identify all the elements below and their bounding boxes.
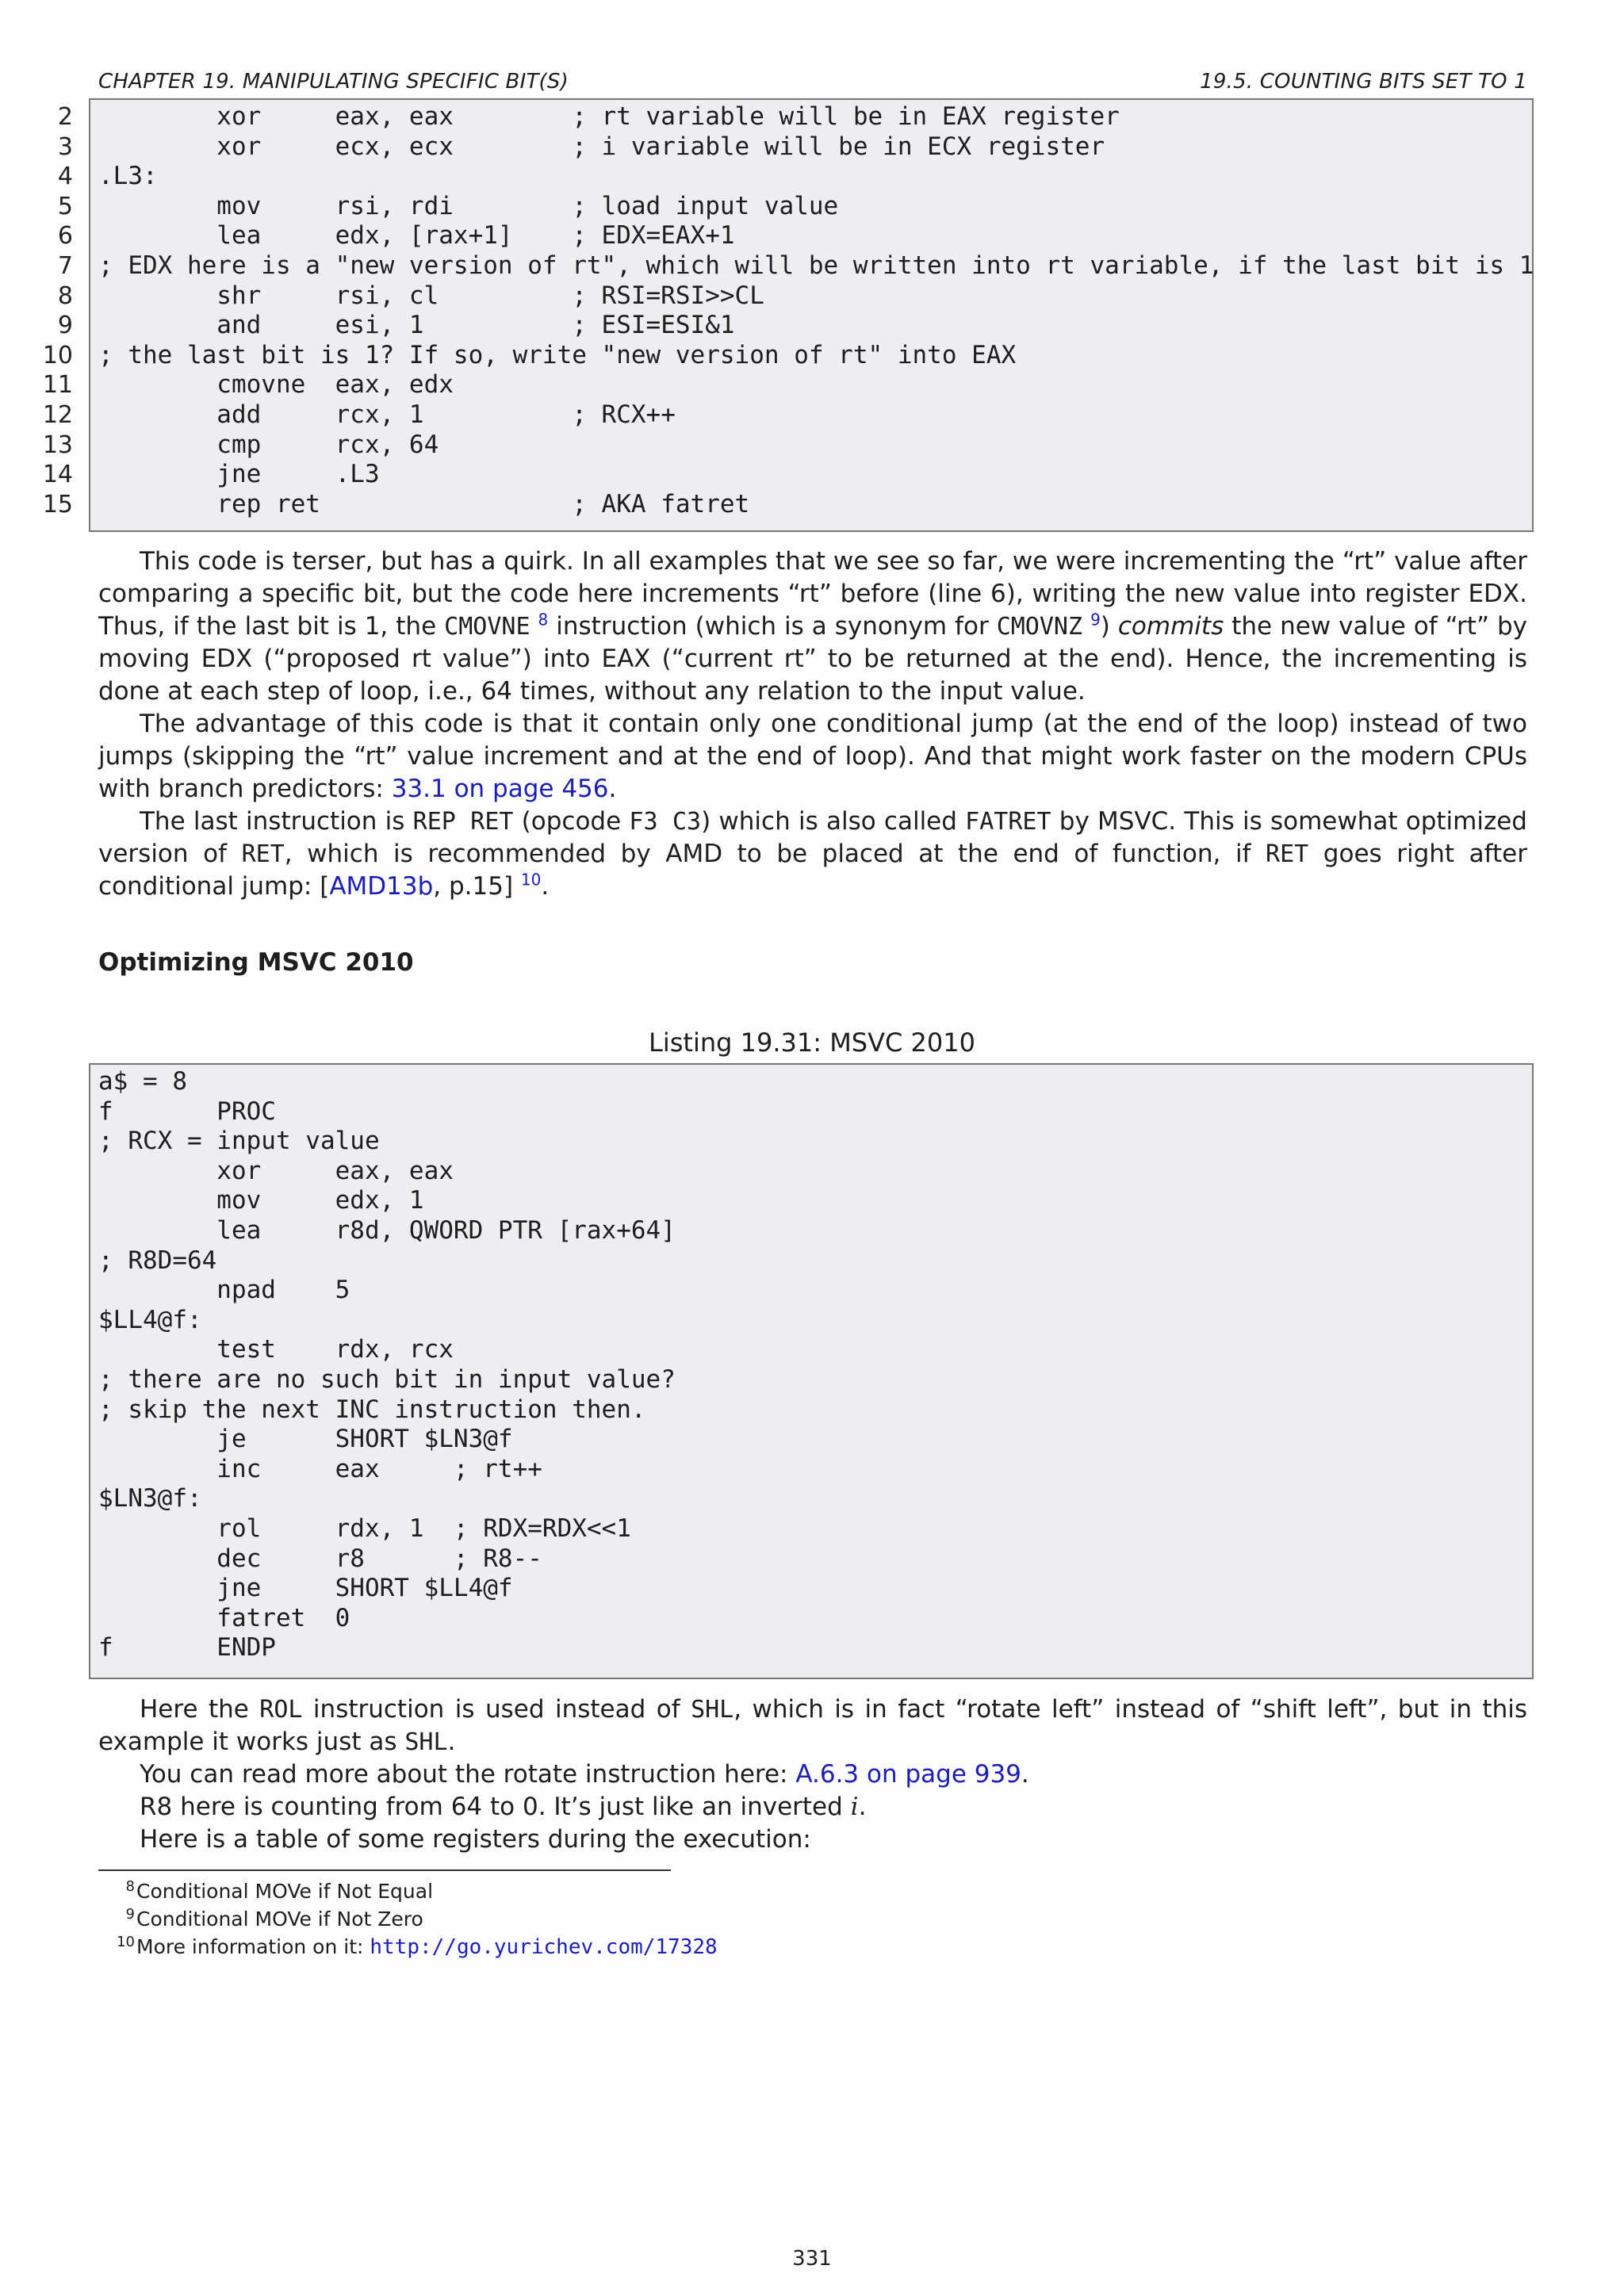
code-line-number: 10 [42,341,73,369]
footnote-ref-9[interactable]: 9 [1090,610,1101,629]
code-line: npad 5 [98,1276,350,1305]
code-line: xor eax, eax ; rt variable will be in EAX register [98,102,1120,131]
header-section-title: 19.5. COUNTING BITS SET TO 1 [1200,70,1527,94]
code-line: ; RCX = input value [98,1127,380,1156]
footnote-8 [98,1877,1050,1905]
code-line-number: 2 [57,103,73,131]
code-line: ; the last bit is 1? If so, write "new version of rt" into EAX [98,340,1017,369]
code-line: ; R8D=64 [98,1246,217,1275]
paragraph: Here the ROL instruction is used instead of SHL, which is in fact “rotate left” instead of “shift left”, but in this example it works just as SHL. [98,1695,1528,1756]
code-line: jne SHORT $LL4@f [98,1574,513,1603]
code-line: mov edx, 1 [98,1186,424,1215]
footnote-9 [98,1905,1050,1933]
inline-code: RET [241,840,285,868]
footnote-divider [98,1869,671,1871]
paragraph: You can read more about the rotate instruction here: A.6.3 on page 939. [140,1760,1029,1789]
code-line: cmovne eax, edx [98,370,454,400]
inline-code: F3 C3 [629,808,702,836]
code-line-number: 8 [57,281,73,310]
page-number: 331 [792,2247,832,2271]
code-line-number: 6 [57,222,73,251]
code-line: dec r8 ; R8-- [98,1544,542,1573]
footnote-number: 10 [117,1934,135,1950]
body-text-block-1 [98,545,1527,903]
inline-code: RET [1266,840,1309,868]
running-header [98,67,1527,100]
footnote-10 [98,1933,1050,1961]
footnote-text: Conditional MOVe if Not Zero [136,1908,423,1931]
code-line-number: 13 [42,430,73,459]
paragraph: The last instruction is REP RET (opcode F3 C3) which is also called FATRET by MSVC. This is somewhat optimized version of RET, which is recommended by AMD to be placed at the end of function, if RET goes right after conditional jump: [AMD13b, p.15] $^{10}$. [98,807,1527,901]
code-line: lea edx, [rax+1] ; EDX=EAX+1 [98,221,735,251]
body-text-block-2 [98,1693,1527,1856]
paragraph: This code is terser, but has a quirk. In all examples that we see so far, we were incrementing the “rt” value after comparing a specific bit, but the code here increments “rt” before (line 6), writing the new value into register EDX. Thus, if the last bit is 1, the CMOVNE $^8$ instruction (which is a synonym for CMOVNZ $^9$) commits the new value of “rt” by moving EDX (“proposed rt value”) into EAX (“current rt” to be returned at the end). Hence, the incrementing is done at each step of loop, i.e., 64 times, without any relation to the input value. [98,547,1528,706]
citation-link[interactable]: AMD13b [329,872,434,901]
footnote-text: Conditional MOVe if Not Equal [136,1880,434,1903]
code-line-number: 7 [57,252,73,280]
code-line-number: 5 [57,192,73,220]
math-variable: i [850,1793,859,1821]
code-line: lea r8d, QWORD PTR [rax+64] [98,1216,676,1245]
inline-code: CMOVNZ [996,613,1083,641]
code-line: fatret 0 [98,1603,350,1632]
code-line: and esi, 1 ; ESI=ESI&1 [98,311,735,340]
code-line-number: 4 [57,163,73,191]
inline-code: REP RET [412,808,514,836]
code-line: cmp rcx, 64 [98,430,439,459]
code-line-number: 9 [57,312,73,340]
code-line-number: 11 [42,371,73,400]
footnote-url-link[interactable]: http://go.yurichev.com/17328 [370,1935,718,1959]
footnote-ref-8[interactable]: 8 [538,610,549,629]
code-line: rol rdx, 1 ; RDX=RDX<<1 [98,1514,631,1543]
code-line: $LN3@f: [98,1484,202,1513]
emphasis: commits [1117,612,1224,641]
code-line: ; EDX here is a "new version of rt", which will be written into rt variable, if the last bit is 1 [98,251,1534,280]
code-line: add rcx, 1 ; RCX++ [98,400,676,429]
inline-code: CMOVNE [444,613,530,641]
code-line: inc eax ; rt++ [98,1454,542,1483]
inline-code: ROL [259,1696,303,1724]
code-line-number: 12 [42,401,73,429]
footnote-number: 9 [125,1906,135,1923]
code-line: test rdx, rcx [98,1335,454,1364]
code-line: $LL4@f: [98,1305,202,1334]
paragraph: R8 here is counting from 64 to 0. It’s just like an inverted i. [140,1793,867,1821]
paragraph: Here is a table of some registers during the execution: [140,1825,811,1854]
inline-code: SHL [404,1728,448,1756]
subsection-heading: Optimizing MSVC 2010 [98,948,414,977]
footnote-ref-10[interactable]: 10 [520,870,542,890]
code-line: shr rsi, cl ; RSI=RSI>>CL [98,281,764,310]
code-line-number: 14 [42,461,73,489]
footnotes [98,1877,1050,1961]
inline-code: SHL [691,1696,734,1724]
code-line: f PROC [98,1096,276,1126]
code-line: rep ret ; AKA fatret [98,489,750,519]
header-chapter-title: CHAPTER 19. MANIPULATING SPECIFIC BIT(S) [98,70,569,94]
code-line: a$ = 8 [98,1067,187,1096]
inline-code: FATRET [965,808,1051,836]
code-line: jne .L3 [98,460,380,489]
code-line: je SHORT $LN3@f [98,1425,513,1454]
footnote-text: More information on it: [136,1935,370,1958]
listing-caption: Listing 19.31: MSVC 2010 [649,1027,975,1058]
code-line: xor ecx, ecx ; i variable will be in ECX register [98,132,1105,161]
code-line-number: 3 [57,132,73,161]
cross-ref-link[interactable]: 33.1 on page 456 [391,775,609,803]
code-line: ; skip the next INC instruction then. [98,1395,646,1424]
code-line: mov rsi, rdi ; load input value [98,191,839,220]
cross-ref-link[interactable]: A.6.3 on page 939 [795,1760,1021,1789]
code-line: f ENDP [98,1633,276,1663]
footnote-number: 8 [125,1878,135,1895]
code-line: .L3: [98,162,158,191]
paragraph: The advantage of this code is that it contain only one conditional jump (at the end of the loop) instead of two jumps (skipping the “rt” value increment and at the end of loop). And that might work faster on the modern CPUs with branch predictors: 33.1 on page 456. [98,710,1527,803]
code-line: xor eax, eax [98,1156,454,1185]
code-line-number: 15 [42,490,73,519]
code-line: ; there are no such bit in input value? [98,1365,676,1394]
